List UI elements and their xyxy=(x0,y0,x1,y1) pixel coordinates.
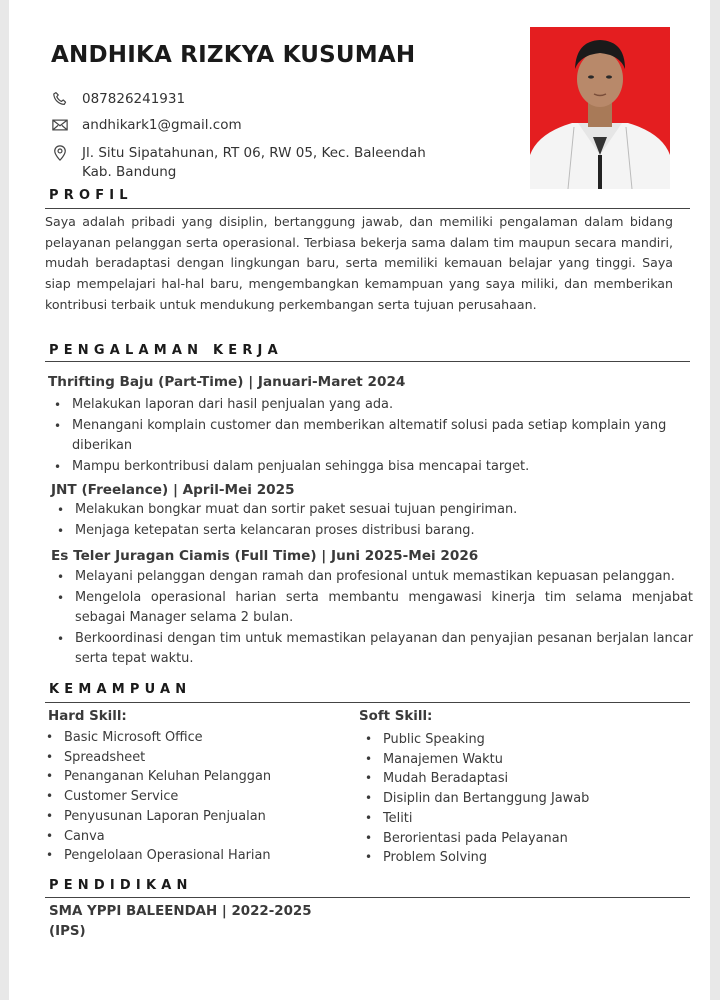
phone-row xyxy=(51,90,185,109)
list-item: • Penyusunan Laporan Penjualan xyxy=(42,807,342,827)
list-item: • Mampu berkontribusi dalam penjualan sehingga bisa mencapai target. xyxy=(50,457,692,478)
list-item: • Melakukan bongkar muat dan sortir paket sesuai tujuan pengiriman. xyxy=(53,500,693,521)
list-item: • Mengelola operasional harian serta membantu mengawasi kinerja tim selama menjabat sebagai Manager selama 2 bulan. xyxy=(53,588,693,629)
job-duties-list xyxy=(53,500,693,541)
soft-skill-list xyxy=(361,730,681,868)
list-item: • Menjaga ketepatan serta kelancaran proses distribusi barang. xyxy=(53,521,693,542)
profile-photo xyxy=(530,27,670,189)
job-title: Thrifting Baju (Part-Time) | Januari-Maret 2024 xyxy=(48,374,406,390)
job-title: JNT (Freelance) | April-Mei 2025 xyxy=(51,482,295,498)
list-item: • Basic Microsoft Office xyxy=(42,728,342,748)
section-divider xyxy=(45,897,690,898)
list-item: • Manajemen Waktu xyxy=(361,750,681,770)
address-line-2: Kab. Bandung xyxy=(82,164,177,180)
school-name: SMA YPPI BALEENDAH | 2022-2025 xyxy=(49,904,312,919)
list-item: • Canva xyxy=(42,827,342,847)
mail-icon xyxy=(51,116,69,134)
candidate-name: ANDHIKA RIZKYA KUSUMAH xyxy=(51,42,416,68)
list-item: • Public Speaking xyxy=(361,730,681,750)
list-item: • Spreadsheet xyxy=(42,748,342,768)
location-pin-icon xyxy=(51,144,69,162)
list-item: • Berkoordinasi dengan tim untuk memastikan pelayanan dan penyajian pesanan berjalan lancar serta tepat waktu. xyxy=(53,629,693,670)
list-item: • Melayani pelanggan dengan ramah dan profesional untuk memastikan kepuasan pelanggan. xyxy=(53,567,693,588)
list-item: • Menangani komplain customer dan memberikan altematif solusi pada setiap komplain yang diberikan xyxy=(50,416,692,457)
hard-skill-title: Hard Skill: xyxy=(48,709,127,724)
address-row xyxy=(51,144,426,182)
phone-number: 087826241931 xyxy=(82,91,186,107)
section-heading-pendidikan: PENDIDIKAN xyxy=(49,878,193,893)
list-item: • Penanganan Keluhan Pelanggan xyxy=(42,767,342,787)
section-heading-kemampuan: KEMAMPUAN xyxy=(49,682,192,697)
email-row xyxy=(51,116,242,135)
list-item: • Teliti xyxy=(361,809,681,829)
phone-icon xyxy=(51,90,69,108)
job-duties-list xyxy=(53,567,693,670)
job-duties-list xyxy=(50,395,692,477)
list-item: • Customer Service xyxy=(42,787,342,807)
email-address: andhikark1@gmail.com xyxy=(82,117,242,133)
profile-summary: Saya adalah pribadi yang disiplin, bertanggung jawab, dan memiliki pengalaman dalam bidang pelayanan pelanggan serta operasional. Terbiasa bekerja sama dalam tim maupun secara mandiri, mudah beradaptasi dengan lingkungan baru, serta memiliki kemauan belajar yang tinggi. Saya siap mempelajari hal-hal baru, mengembangkan kemampuan yang saya miliki, dan memberikan kontribusi terbaik untuk mendukung perkembangan serta tujuan perusahaan. xyxy=(45,214,673,312)
hard-skill-list xyxy=(42,728,342,866)
address xyxy=(82,144,426,182)
list-item: • Disiplin dan Bertanggung Jawab xyxy=(361,789,681,809)
list-item: • Pengelolaan Operasional Harian xyxy=(42,846,342,866)
soft-skill-title: Soft Skill: xyxy=(359,709,433,724)
school-major: (IPS) xyxy=(49,924,86,939)
list-item: • Berorientasi pada Pelayanan xyxy=(361,829,681,849)
section-divider xyxy=(45,208,690,209)
list-item: • Problem Solving xyxy=(361,848,681,868)
address-line-1: Jl. Situ Sipatahunan, RT 06, RW 05, Kec. Baleendah xyxy=(82,145,426,161)
job-title: Es Teler Juragan Ciamis (Full Time) | Juni 2025-Mei 2026 xyxy=(51,548,479,564)
list-item: • Melakukan laporan dari hasil penjualan yang ada. xyxy=(50,395,692,416)
list-item: • Mudah Beradaptasi xyxy=(361,769,681,789)
section-heading-pengalaman: PENGALAMAN KERJA xyxy=(49,343,283,358)
section-divider xyxy=(45,361,690,362)
education-entry xyxy=(49,902,312,942)
resume-page xyxy=(9,0,710,1000)
section-heading-profil: PROFIL xyxy=(49,188,133,203)
section-divider xyxy=(45,702,690,703)
